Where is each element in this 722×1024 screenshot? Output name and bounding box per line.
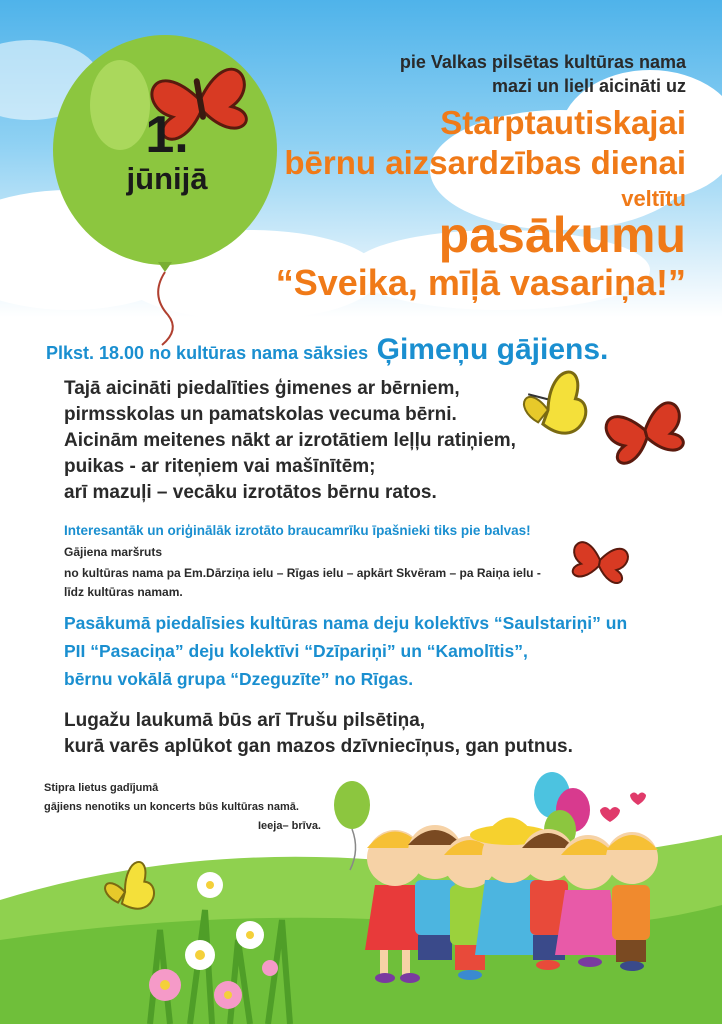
title-line-4: pasākumu bbox=[438, 207, 686, 263]
performers-line: PII “Pasaciņa” deju kolektīvi “Dzīpariņi” un “Kamolītis”, bbox=[64, 641, 528, 661]
performers-line: Pasākumā piedalīsies kultūras nama deju kolektīvs “Saulstariņi” un bbox=[64, 613, 628, 633]
route-line-1: no kultūras nama pa Em.Dārziņa ielu – Rīgas ielu – apkārt Skvēram – pa Raiņa ielu - bbox=[64, 566, 541, 580]
title-line-2: bērnu aizsardzības dienai bbox=[284, 144, 686, 181]
invite-line: arī mazuļi – vecāku izrotātos bērnu ratos. bbox=[64, 482, 437, 503]
entry-note: Ieeja– brīva. bbox=[258, 820, 321, 832]
event-date bbox=[112, 108, 222, 196]
rain-line-2: gājiens nenotiks un koncerts būs kultūras namā. bbox=[44, 801, 299, 813]
route-line-2: līdz kultūras namam. bbox=[64, 585, 183, 599]
rain-line-1: Stipra lietus gadījumā bbox=[44, 782, 159, 794]
prize-note: Interesantāk un oriģinālāk izrotāto braucamrīku īpašnieki tiks pie balvas! bbox=[64, 523, 531, 538]
invite-line: Aicinām meitenes nākt ar izrotātiem leļļu ratiņiem, bbox=[64, 430, 516, 451]
butterfly-icon bbox=[518, 361, 597, 439]
performers-line: bērnu vokālā grupa “Dzeguzīte” no Rīgas. bbox=[64, 669, 414, 689]
date-day: 1. bbox=[145, 106, 189, 164]
invite-line: Tajā aicināti piedalīties ģimenes ar bērniem, bbox=[64, 378, 460, 399]
route-title: Gājiena maršruts bbox=[64, 545, 163, 559]
date-month: jūnijā bbox=[126, 161, 208, 196]
header-line-2: mazi un lieli aicināti uz bbox=[491, 76, 686, 96]
title-line-3: veltītu bbox=[621, 186, 686, 211]
butterfly-icon bbox=[570, 541, 629, 584]
rabbits-line: kurā varēs aplūkot gan mazos dzīvniecīņus, gan putnus. bbox=[64, 736, 573, 757]
walk-name: Ģimeņu gājiens. bbox=[376, 333, 609, 366]
walk-intro bbox=[46, 333, 608, 367]
header-line-1: pie Valkas pilsētas kultūras nama bbox=[399, 52, 686, 72]
walk-intro-text: Plkst. 18.00 no kultūras nama sāksies bbox=[46, 343, 369, 363]
title-line-5: “Sveika, mīļā vasariņa!” bbox=[275, 262, 686, 303]
invite-line: puikas - ar riteņiem vai mašīnītēm; bbox=[64, 456, 376, 477]
rabbits-line: Lugažu laukumā būs arī Trušu pilsētiņa, bbox=[64, 710, 426, 731]
butterfly-icon bbox=[604, 401, 688, 466]
title-line-1: Starptautiskajai bbox=[440, 104, 686, 141]
invite-line: pirmsskolas un pamatskolas vecuma bērni. bbox=[64, 404, 457, 425]
